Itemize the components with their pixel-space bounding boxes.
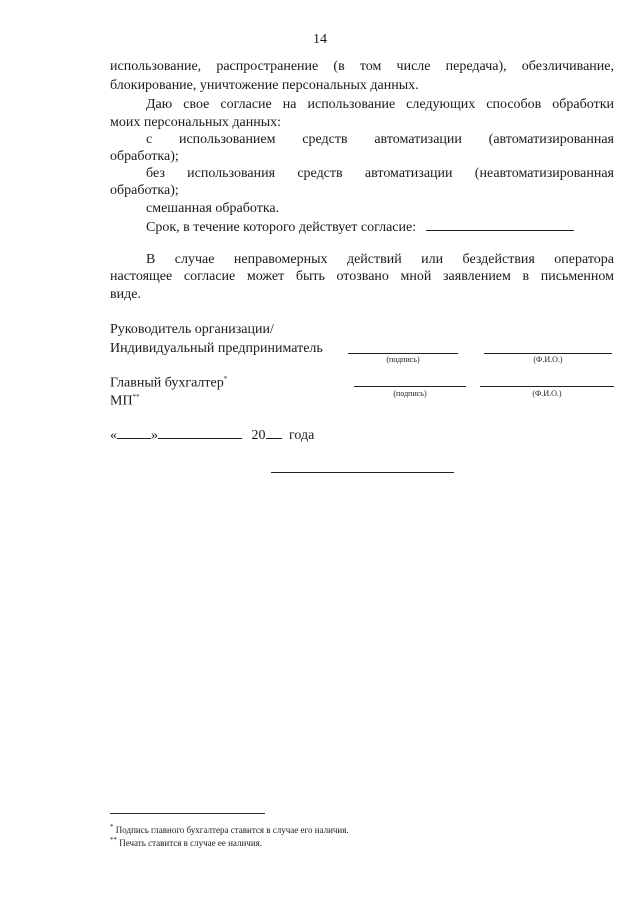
accountant-title: Главный бухгалтер: [110, 375, 224, 391]
page-number: 14: [313, 32, 327, 47]
head-label-line-2: Индивидуальный предприниматель: [110, 341, 323, 356]
bottom-signature-line[interactable]: [271, 472, 454, 473]
stamp-footnote-mark: **: [132, 393, 140, 401]
paragraph-1-line-2: блокирование, уничтожение персональных данных.: [110, 78, 419, 93]
term-line: [146, 218, 614, 237]
footnote-1-mark: *: [110, 823, 114, 831]
head-fio-line[interactable]: [484, 353, 612, 354]
paragraph-2-line-2: моих персональных данных:: [110, 115, 281, 130]
head-fio-caption: (Ф.И.О.): [533, 355, 563, 364]
date-line: [110, 426, 614, 445]
accountant-fio-caption: (Ф.И.О.): [532, 389, 562, 398]
date-year-blank[interactable]: [266, 426, 282, 439]
date-year-suffix: года: [289, 428, 315, 443]
head-signature-caption: (подпись): [386, 355, 420, 364]
footnote-1-text: Подпись главного бухгалтера ставится в случае его наличия.: [113, 825, 349, 835]
term-label: Срок, в течение которого действует согласие:: [146, 220, 417, 235]
head-signature-line[interactable]: [348, 353, 458, 354]
paragraph-2-line-1: Даю свое согласие на использование следующих способов обработки: [146, 97, 614, 112]
term-blank[interactable]: [426, 218, 574, 231]
method-automated-line-1: с использованием средств автоматизации (автоматизированная: [146, 132, 614, 147]
date-year-prefix: 20: [251, 428, 266, 443]
method-automated-line-2: обработка);: [110, 149, 179, 164]
date-close-quote: »: [151, 428, 158, 443]
accountant-signature-line[interactable]: [354, 386, 466, 387]
accountant-footnote-mark: *: [223, 375, 228, 383]
accountant-signature-caption: (подпись): [393, 389, 427, 398]
paragraph-3-line-2: настоящее согласие может быть отозвано мной заявлением в письменном: [110, 269, 614, 284]
paragraph-3-line-1: В случае неправомерных действий или бездействия оператора: [146, 252, 614, 267]
footnote-rule: [110, 813, 265, 814]
date-day-blank[interactable]: [117, 426, 151, 439]
method-manual-line-2: обработка);: [110, 183, 179, 198]
footnote-2-mark: **: [110, 836, 117, 844]
paragraph-3-line-3: виде.: [110, 287, 141, 302]
footnote-2: [110, 834, 262, 849]
method-mixed: смешанная обработка.: [146, 201, 280, 216]
accountant-fio-line[interactable]: [480, 386, 614, 387]
date-month-blank[interactable]: [158, 426, 242, 439]
paragraph-1-line-1: использование, распространение (в том числе передача), обезличивание,: [110, 59, 614, 74]
footnote-2-text: Печать ставится в случае ее наличия.: [117, 838, 263, 848]
stamp-title: МП: [110, 393, 133, 409]
method-manual-line-1: без использования средств автоматизации (неавтоматизированная: [146, 166, 614, 181]
head-label-line-1: Руководитель организации/: [110, 322, 274, 337]
date-open-quote: «: [110, 428, 117, 443]
